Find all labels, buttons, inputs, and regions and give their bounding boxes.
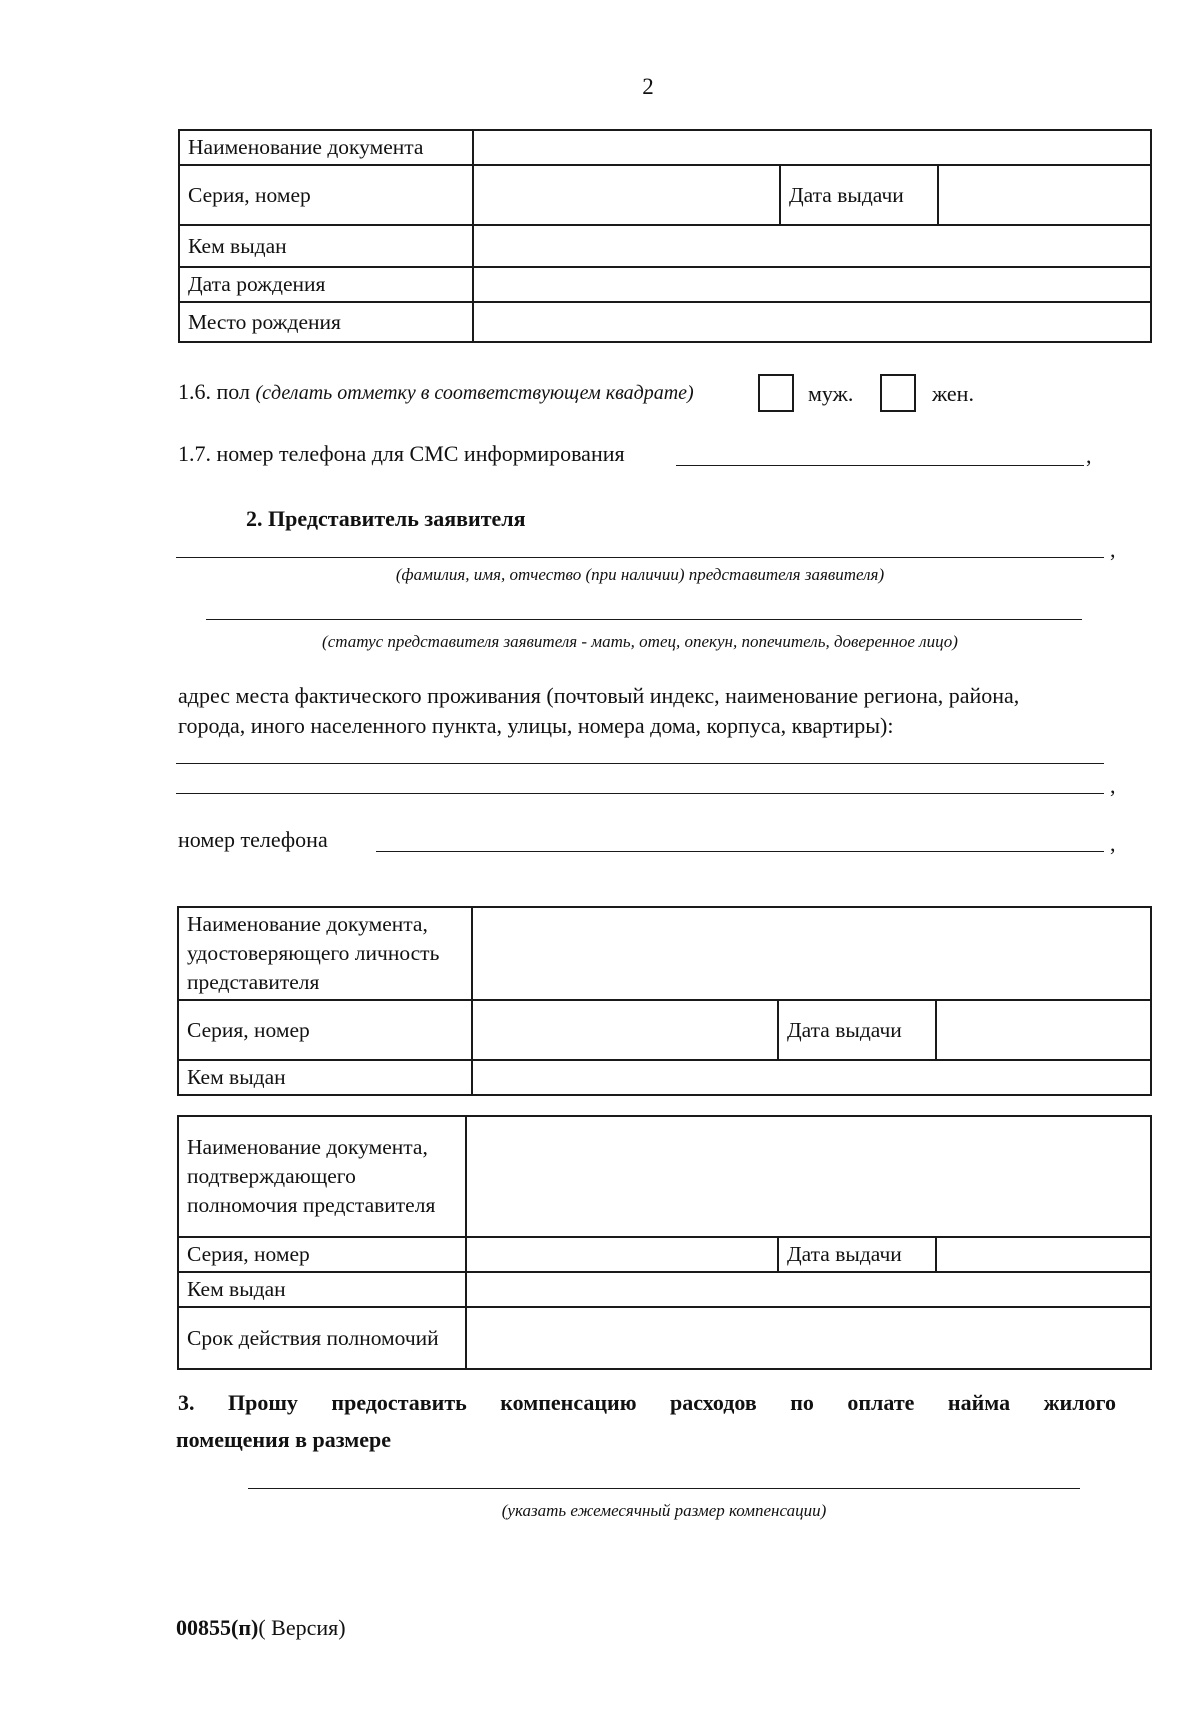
- doc-name-field[interactable]: [473, 130, 1151, 165]
- gender-row: [178, 379, 694, 405]
- rep-auth-issued-by-label: Кем выдан: [178, 1272, 466, 1307]
- birth-date-label: Дата рождения: [179, 267, 473, 302]
- rep-id-series-label: Серия, номер: [178, 1000, 472, 1060]
- rep-auth-doc-name-label: Наименование документа, подтверждающего полномочия представителя: [178, 1116, 466, 1237]
- footer: [176, 1615, 346, 1641]
- rep-id-issue-date-label: Дата выдачи: [778, 1000, 936, 1060]
- birth-date-field[interactable]: [473, 267, 1151, 302]
- female-label: жен.: [932, 381, 974, 406]
- page-number: 2: [642, 74, 654, 99]
- address-field-1[interactable]: [176, 763, 1104, 764]
- rep-auth-issue-date-field[interactable]: [936, 1237, 1151, 1272]
- issue-date-field[interactable]: [938, 165, 1151, 225]
- rep-auth-validity-field[interactable]: [466, 1307, 1151, 1369]
- male-label: муж.: [808, 381, 854, 406]
- rep-id-issue-date-field[interactable]: [936, 1000, 1151, 1060]
- issue-date-label: Дата выдачи: [780, 165, 938, 225]
- comma: ,: [1086, 443, 1092, 468]
- rep-id-issued-by-label: Кем выдан: [178, 1060, 472, 1095]
- doc-name-label: Наименование документа: [179, 130, 473, 165]
- issued-by-field[interactable]: [473, 225, 1151, 267]
- section3-text-line2: помещения в размере: [176, 1427, 391, 1452]
- footer-code: 00855(п): [176, 1615, 259, 1640]
- rep-phone-field[interactable]: [376, 851, 1104, 852]
- female-checkbox[interactable]: [880, 374, 916, 412]
- comma: ,: [1110, 831, 1116, 856]
- rep-auth-issue-date-label: Дата выдачи: [778, 1237, 936, 1272]
- rep-auth-series-label: Серия, номер: [178, 1237, 466, 1272]
- issued-by-label: Кем выдан: [179, 225, 473, 267]
- birth-place-label: Место рождения: [179, 302, 473, 342]
- rep-fio-field[interactable]: [176, 557, 1104, 558]
- sms-phone-field[interactable]: [676, 465, 1084, 466]
- rep-auth-doc-name-field[interactable]: [466, 1116, 1151, 1237]
- rep-authority-table: [177, 1115, 1152, 1370]
- series-label: Серия, номер: [179, 165, 473, 225]
- rep-auth-validity-label: Срок действия полномочий: [178, 1307, 466, 1369]
- gender-label: 1.6. пол: [178, 379, 250, 404]
- sms-phone-label: 1.7. номер телефона для СМС информирования: [178, 441, 625, 466]
- footer-version: ( Версия): [258, 1615, 346, 1640]
- address-label-line1: адрес места фактического проживания (почтовый индекс, наименование региона, района,: [178, 683, 1020, 708]
- section2-title: 2. Представитель заявителя: [246, 506, 526, 531]
- series-field[interactable]: [473, 165, 780, 225]
- rep-id-table: [177, 906, 1152, 1096]
- birth-place-field[interactable]: [473, 302, 1151, 342]
- address-field-2[interactable]: [176, 793, 1104, 794]
- rep-auth-issued-by-field[interactable]: [466, 1272, 1151, 1307]
- comma: ,: [1110, 537, 1116, 562]
- rep-status-caption: (статус представителя заявителя - мать, отец, опекун, попечитель, доверенное лицо): [322, 632, 958, 651]
- section3-text-line1: 3. Прошу предоставить компенсацию расходов по оплате найма жилого: [178, 1390, 1116, 1415]
- compensation-amount-field[interactable]: [248, 1488, 1080, 1489]
- rep-id-issued-by-field[interactable]: [472, 1060, 1151, 1095]
- gender-hint: (сделать отметку в соответствующем квадрате): [255, 382, 694, 404]
- rep-id-doc-name-label: Наименование документа, удостоверяющего личность представителя: [178, 907, 472, 1000]
- male-checkbox[interactable]: [758, 374, 794, 412]
- applicant-document-table: [178, 129, 1152, 343]
- comma: ,: [1110, 773, 1116, 798]
- compensation-caption: (указать ежемесячный размер компенсации): [501, 1501, 827, 1520]
- rep-auth-series-field[interactable]: [466, 1237, 778, 1272]
- rep-status-field[interactable]: [206, 619, 1082, 620]
- rep-id-doc-name-field[interactable]: [472, 907, 1151, 1000]
- rep-id-series-field[interactable]: [472, 1000, 778, 1060]
- rep-phone-label: номер телефона: [178, 827, 328, 852]
- address-label-line2: города, иного населенного пункта, улицы, номера дома, корпуса, квартиры):: [178, 713, 894, 738]
- rep-fio-caption: (фамилия, имя, отчество (при наличии) представителя заявителя): [395, 565, 885, 584]
